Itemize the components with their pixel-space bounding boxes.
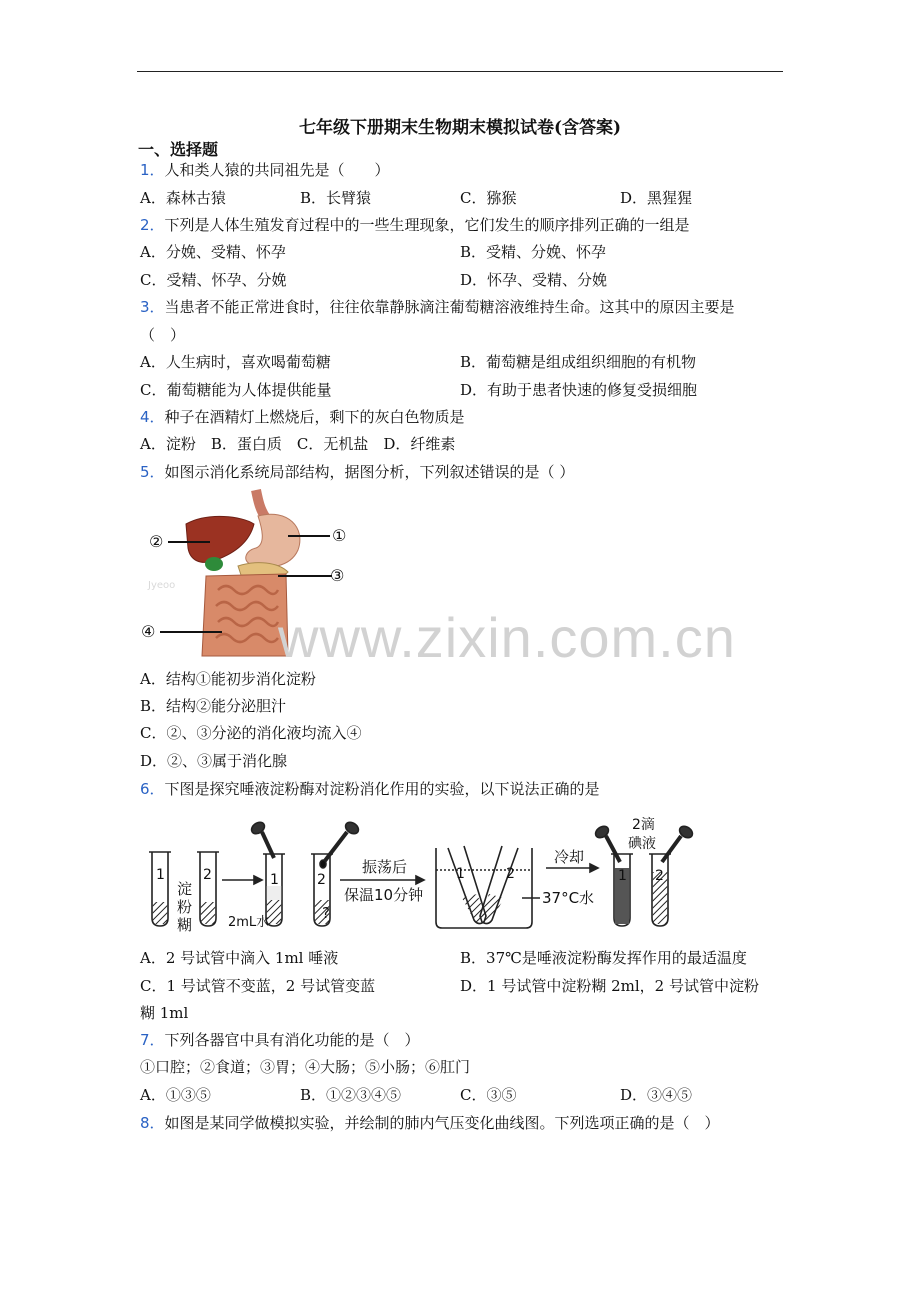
beaker-tube-1-label: 1 xyxy=(456,866,465,882)
header-rule xyxy=(137,71,783,72)
beaker-tube-2-label: 2 xyxy=(506,866,515,882)
question-number: 4． xyxy=(140,408,165,426)
iodine-label-1: 2滴 xyxy=(632,817,655,833)
liver-shape xyxy=(186,516,254,562)
question-text: 下图是探究唾液淀粉酶对淀粉消化作用的实验，以下说法正确的是 xyxy=(164,780,600,798)
starch-label-1: 淀 xyxy=(177,880,193,898)
label-2: ② xyxy=(149,532,164,551)
question-2 xyxy=(140,215,690,235)
watermark: www.zixin.com.cn xyxy=(278,606,736,669)
question-text: 人和类人猿的共同祖先是（ ） xyxy=(164,161,390,179)
large-intestine-shape xyxy=(202,574,288,656)
question-number: 8． xyxy=(140,1114,165,1132)
question-7 xyxy=(140,1030,420,1050)
arrow-1-head xyxy=(254,876,262,884)
question-7-items: ①口腔；②食道；③胃；④大肠；⑤小肠；⑥肛门 xyxy=(140,1058,471,1076)
question-text: 下列是人体生殖发育过程中的一些生理现象，它们发生的顺序排列正确的一组是 xyxy=(164,216,690,234)
starch-label-3: 糊 xyxy=(177,916,193,934)
question-number: 3． xyxy=(140,298,165,316)
iodine-label-2: 碘液 xyxy=(628,836,656,852)
option-a: A．①③⑤ xyxy=(140,1086,211,1104)
option-b: B．葡萄糖是组成组织细胞的有机物 xyxy=(460,353,697,371)
question-number: 2． xyxy=(140,216,165,234)
question-text: 下列各器官中具有消化功能的是（ ） xyxy=(164,1031,420,1049)
starch-label-2: 粉 xyxy=(177,898,193,916)
step1-top-label: 振荡后 xyxy=(362,858,408,876)
option-d: D．怀孕、受精、分娩 xyxy=(460,271,608,289)
option-d: D．②、③属于消化腺 xyxy=(140,752,288,770)
water-bath-beaker xyxy=(436,846,540,928)
label-1: ① xyxy=(332,526,347,545)
section-heading: 一、选择题 xyxy=(138,140,219,159)
question-number: 1． xyxy=(140,161,165,179)
tube-1-label: 1 xyxy=(270,872,279,888)
experiment-labels xyxy=(156,817,664,934)
step1-bottom-label: 保温10分钟 xyxy=(344,886,424,904)
step2-label: 冷却 xyxy=(554,848,585,866)
option-c: C．1 号试管不变蓝，2 号试管变蓝 xyxy=(140,977,376,995)
question-text: 当患者不能正常进食时，往往依靠静脉滴注葡萄糖溶液维持生命。这其中的原因主要是 xyxy=(164,298,735,316)
option-a: A．2 号试管中滴入 1ml 唾液 xyxy=(140,949,339,967)
gallbladder-shape xyxy=(205,557,223,571)
option-b: B．①②③④⑤ xyxy=(300,1086,402,1104)
final-tube-2-label: 2 xyxy=(655,868,664,884)
tube-2-label: 2 xyxy=(203,867,212,883)
question-3 xyxy=(140,297,735,317)
question-5 xyxy=(140,462,574,482)
question-number: 6． xyxy=(140,780,165,798)
question-8 xyxy=(140,1113,720,1133)
option-b: B．长臂猿 xyxy=(300,189,372,207)
option-d: D．有助于患者快速的修复受损细胞 xyxy=(460,381,698,399)
option-a: A．人生病时，喜欢喝葡萄糖 xyxy=(140,353,331,371)
options-line: A．淀粉 B．蛋白质 C．无机盐 D．纤维素 xyxy=(140,435,456,453)
water-label: 2mL水 xyxy=(228,915,270,930)
question-1 xyxy=(140,160,390,180)
question-6 xyxy=(140,779,600,799)
question-3-paren: （ ） xyxy=(140,326,186,344)
option-a: A．分娩、受精、怀孕 xyxy=(140,243,286,261)
stage2-tubes xyxy=(249,820,360,926)
esophagus-shape xyxy=(256,490,266,518)
bath-label: 37°C水 xyxy=(542,889,595,907)
label-4: ④ xyxy=(141,622,156,641)
option-a: A．森林古猿 xyxy=(140,189,226,207)
option-b: B．37℃是唾液淀粉酶发挥作用的最适温度 xyxy=(460,949,747,967)
option-d-continued: 糊 1ml xyxy=(140,1004,189,1022)
option-c: C．③⑤ xyxy=(460,1086,517,1104)
question-mark: ? xyxy=(322,904,330,922)
question-number: 5． xyxy=(140,463,165,481)
option-c: C．葡萄糖能为人体提供能量 xyxy=(140,381,332,399)
arrow-3-head xyxy=(590,864,598,872)
page-title: 七年级下册期末生物期末模拟试卷(含答案) xyxy=(298,118,622,138)
question-text: 如图是某同学做模拟实验，并绘制的肺内气压变化曲线图。下列选项正确的是（ ） xyxy=(164,1114,720,1132)
option-c: C．②、③分泌的消化液均流入④ xyxy=(140,724,362,742)
option-b: B．结构②能分泌胆汁 xyxy=(140,697,287,715)
question-text: 如图示消化系统局部结构，据图分析，下列叙述错误的是（ ） xyxy=(164,463,575,481)
option-a: A．结构①能初步消化淀粉 xyxy=(140,670,316,688)
option-c: C．猕猴 xyxy=(460,189,517,207)
option-b: B．受精、分娩、怀孕 xyxy=(460,243,607,261)
stomach-shape xyxy=(246,514,300,567)
tube-2-label: 2 xyxy=(317,872,326,888)
option-c: C．受精、怀孕、分娩 xyxy=(140,271,287,289)
figure-watermark: Jyeoo xyxy=(148,580,176,591)
option-d: D．1 号试管中淀粉糊 2ml，2 号试管中淀粉 xyxy=(460,977,759,995)
option-d: D．黑猩猩 xyxy=(620,189,693,207)
label-3: ③ xyxy=(330,566,345,585)
saliva-experiment-figure xyxy=(140,812,700,934)
question-4 xyxy=(140,407,465,427)
arrow-2-head xyxy=(416,876,424,884)
final-tube-1-label: 1 xyxy=(618,868,627,884)
tube-1-label: 1 xyxy=(156,867,165,883)
option-d: D．③④⑤ xyxy=(620,1086,693,1104)
question-text: 种子在酒精灯上燃烧后，剩下的灰白色物质是 xyxy=(164,408,465,426)
question-number: 7． xyxy=(140,1031,165,1049)
